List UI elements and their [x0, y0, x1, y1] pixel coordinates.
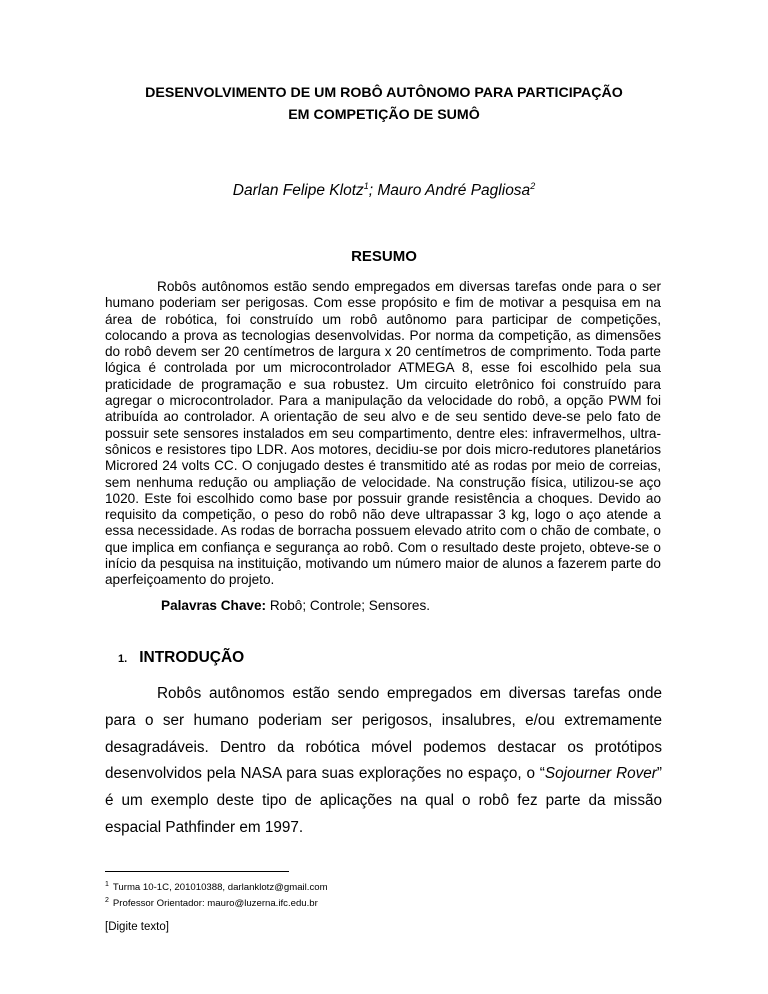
title-line-2: EM COMPETIÇÃO DE SUMÔ: [288, 107, 480, 123]
intro-text-part-1: Robôs autônomos estão sendo empregados em diversas tarefas onde para o ser humano poderiam ser perigosos, insalubres, e/ou extremamente desagradáveis. Dentro da robótica móvel podemos destacar os protótipos desenvolvidos pela NASA para suas explorações no espaço, o “: [105, 685, 662, 783]
footnote-2-text: Professor Orientador: mauro@luzerna.ifc.edu.br: [112, 897, 318, 909]
section-heading-introduction: [118, 649, 244, 667]
footnote-separator: [105, 871, 289, 872]
keywords-label: Palavras Chave:: [161, 598, 267, 613]
abstract-heading: RESUMO: [351, 248, 417, 265]
authors: [100, 181, 668, 200]
intro-text-part-2: ” é um exemplo deste tipo de aplicações na qual o robô fez parte da missão espacial Pathfinder em 1997.: [105, 765, 662, 836]
title-line-1: DESENVOLVIMENTO DE UM ROBÔ AUTÔNOMO PARA PARTICIPAÇÃO: [145, 85, 623, 101]
author-separator: ;: [368, 182, 378, 200]
page-footer: [Digite texto]: [105, 921, 169, 933]
keywords: [161, 598, 430, 613]
footnote-1-text: Turma 10-1C, 201010388, darlanklotz@gmail.com: [112, 882, 328, 894]
author-2: Mauro André Pagliosa: [377, 182, 531, 200]
paper-title: [100, 82, 668, 126]
footnote-2: [105, 895, 328, 911]
intro-text-italic: Sojourner Rover: [544, 765, 657, 783]
author-1: Darlan Felipe Klotz: [232, 182, 364, 200]
abstract-text: Robôs autônomos estão sendo empregados em diversas tarefas onde para o ser humano poderiam ser perigosas. Com esse propósito e fim de motivar a pesquisa em na área de robótica, foi construído um robô autônomo para participar de competições, colocando a prova as tecnologias desenvolvidas. Por norma da competição, as dimensões do robô devem ser 20 centímetros de largura x 20 centímetros de comprimento. Toda parte lógica é controlada por um microcontrolador ATMEGA 8, esse foi escolhido pela sua praticidade de programação e sua robustez. Um circuito eletrônico foi construído para agregar o microcontrolador. Para a manipulação da velocidade do robô, a opção PWM foi atribuída ao controlador. A orientação de seu alvo e de seu sentido deve-se pelo fato de possuir sete sensores instalados em seu compartimento, dentre eles: infravermelhos, ultra-sônicos e resistores tipo LDR. Aos motores, decidiu-se por dois micro-redutores planetários Microred 24 volts CC. O conjugado destes é transmitido até as rodas por meio de correias, sem nenhuma redução ou ampliação de velocidade. Na construção física, utilizou-se aço 1020. Este foi escolhido como base por possuir grande resistência a choques. Devido ao requisito da competição, o peso do robô não deve ultrapassar 3 kg, logo o aço atende a essa necessidade. As rodas de borracha possuem elevado atrito com o chão de combate, o que implica em confiança e segurança ao robô. Com o resultado deste projeto, obteve-se o início da pesquisa na instituição, motivando um número maior de alunos a fazerem parte do aperfeiçoamento do projeto.: [105, 279, 661, 588]
section-number: 1.: [118, 653, 128, 665]
author-1-footnote-mark: 1: [363, 181, 369, 191]
introduction-paragraph: [105, 681, 662, 842]
footnotes: [105, 879, 328, 910]
footnote-1: [105, 879, 328, 895]
keywords-value: Robô; Controle; Sensores.: [266, 598, 431, 613]
footnote-1-mark: 1: [105, 881, 109, 888]
section-title: INTRODUÇÃO: [139, 649, 245, 666]
footnote-2-mark: 2: [105, 896, 109, 904]
author-2-footnote-mark: 2: [530, 181, 536, 191]
